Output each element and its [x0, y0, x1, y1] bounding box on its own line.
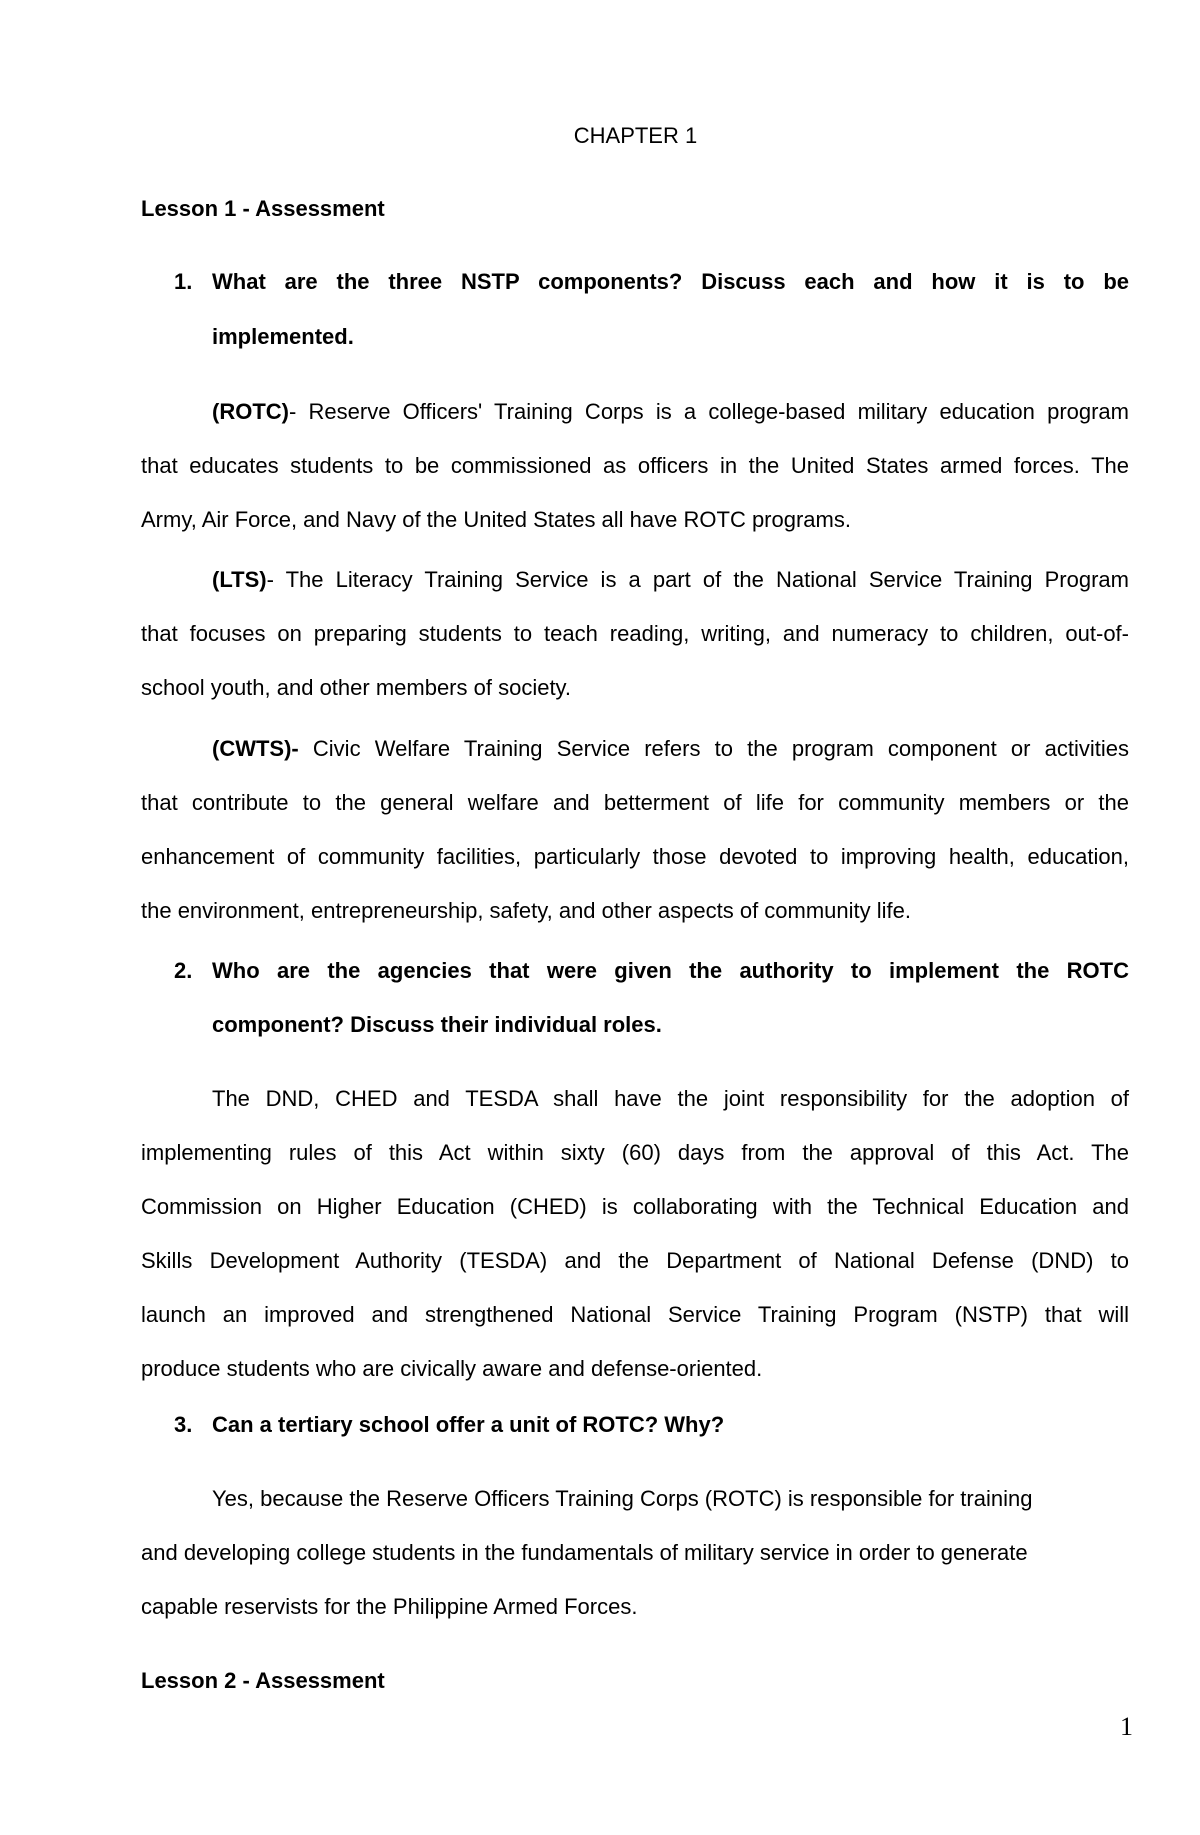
question-3-text: Can a tertiary school offer a unit of ROTC? Why? [212, 1412, 725, 1437]
lesson2-heading: Lesson 2 - Assessment [141, 1668, 385, 1693]
answer-3-line-1: Yes, because the Reserve Officers Training Corps (ROTC) is responsible for training [212, 1486, 1033, 1511]
lts-label: (LTS) [212, 567, 267, 592]
answer-2-line-4: Skills Development Authority (TESDA) and the Department of National Defense (DND) to [141, 1248, 1129, 1273]
rotc-paragraph-line-2: that educates students to be commissioned as officers in the United States armed forces. The [141, 453, 1129, 478]
lts-paragraph-line-3: school youth, and other members of society. [141, 675, 572, 700]
chapter-title: CHAPTER 1 [573, 123, 698, 148]
answer-3-line-3: capable reservists for the Philippine Armed Forces. [141, 1594, 638, 1619]
rotc-label: (ROTC) [212, 399, 289, 424]
rotc-paragraph-line-1 [212, 399, 1129, 425]
question-1-number: 1. [174, 269, 193, 294]
question-1-line-2: implemented. [212, 324, 354, 349]
answer-2-line-6: produce students who are civically aware and defense-oriented. [141, 1356, 763, 1381]
cwts-label: (CWTS)- [212, 736, 299, 761]
question-2-line-2: component? Discuss their individual roles. [212, 1012, 662, 1037]
lts-paragraph-line-1 [212, 567, 1129, 593]
cwts-line-1-text: Civic Welfare Training Service refers to the program component or activities [298, 736, 1129, 761]
answer-2-line-5: launch an improved and strengthened National Service Training Program (NSTP) that will [141, 1302, 1129, 1327]
answer-2-line-3: Commission on Higher Education (CHED) is collaborating with the Technical Education and [141, 1194, 1129, 1219]
lts-line-1-text: - The Literacy Training Service is a part of the National Service Training Program [266, 567, 1129, 592]
cwts-paragraph-line-2: that contribute to the general welfare and betterment of life for community members or the [141, 790, 1129, 815]
lesson1-heading: Lesson 1 - Assessment [141, 196, 385, 221]
question-3-number: 3. [174, 1412, 193, 1437]
question-2-line-1: Who are the agencies that were given the authority to implement the ROTC [212, 958, 1129, 983]
cwts-paragraph-line-1 [212, 736, 1129, 762]
answer-2-line-2: implementing rules of this Act within sixty (60) days from the approval of this Act. The [141, 1140, 1129, 1165]
answer-3-line-2: and developing college students in the fundamentals of military service in order to generate [141, 1540, 1028, 1565]
lts-paragraph-line-2: that focuses on preparing students to teach reading, writing, and numeracy to children, out-of- [141, 621, 1129, 646]
question-2-number: 2. [174, 958, 193, 983]
page-number: 1 [1120, 1712, 1133, 1741]
rotc-paragraph-line-3: Army, Air Force, and Navy of the United States all have ROTC programs. [141, 507, 851, 532]
answer-2-line-1: The DND, CHED and TESDA shall have the joint responsibility for the adoption of [212, 1086, 1129, 1111]
cwts-paragraph-line-4: the environment, entrepreneurship, safety, and other aspects of community life. [141, 898, 911, 923]
question-1-line-1: What are the three NSTP components? Discuss each and how it is to be [212, 269, 1129, 294]
rotc-line-1-text: - Reserve Officers' Training Corps is a college-based military education program [288, 399, 1129, 424]
cwts-paragraph-line-3: enhancement of community facilities, particularly those devoted to improving health, education, [141, 844, 1129, 869]
